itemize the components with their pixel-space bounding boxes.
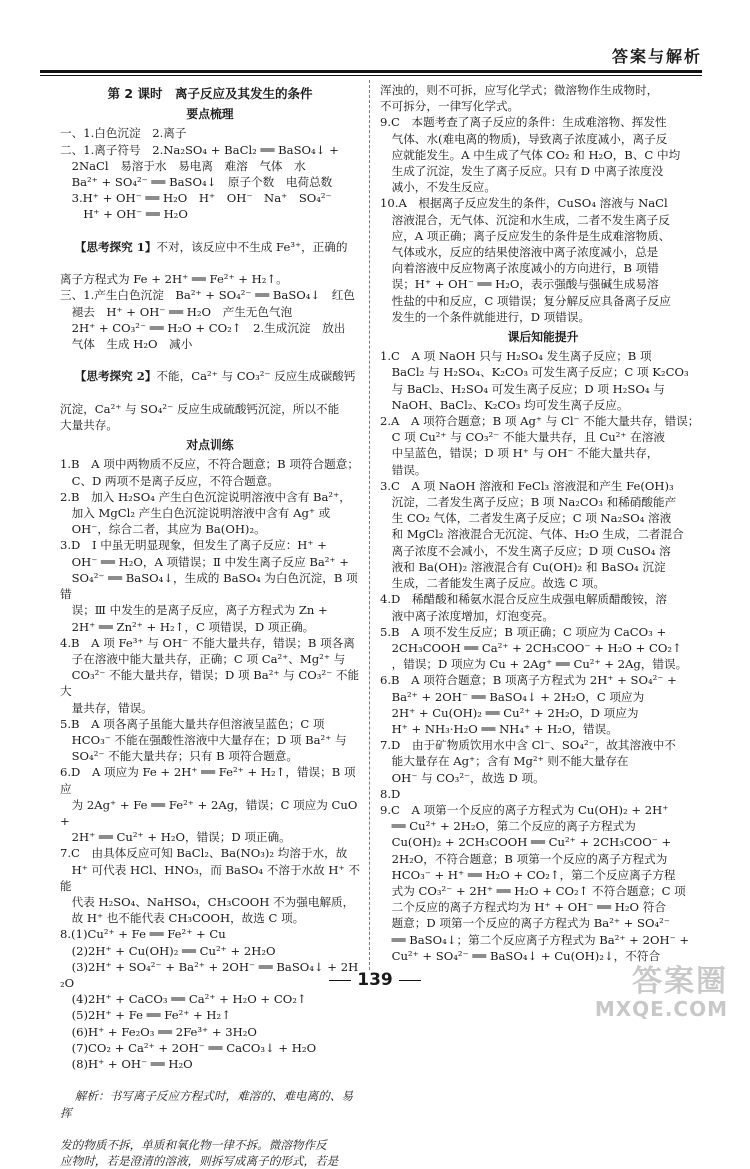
text-line: C 项 Cu²⁺ 与 CO₃²⁻ 不能大量共存，且 Cu²⁺ 在溶液 bbox=[380, 430, 665, 445]
section-title-key-points: 要点梳理 bbox=[186, 107, 234, 122]
text-line: 8.D bbox=[380, 786, 401, 801]
left-column bbox=[60, 82, 362, 1169]
text-line: 生成，二者能发生离子反应。故选 C 项。 bbox=[380, 576, 605, 591]
analysis-label: 解析： bbox=[74, 1089, 110, 1104]
text-line: 1.B A 项中两物质不反应，不符合题意；B 项符合题意； bbox=[60, 457, 359, 472]
page-dash-right bbox=[399, 980, 421, 981]
text-line: 9.C 本题考查了离子反应的条件：生成难溶物、挥发性 bbox=[380, 115, 667, 130]
text-line: 生 CO₂ 气体，二者发生离子反应；C 项 Na₂SO₄ 溶液 bbox=[380, 511, 672, 526]
text-line: 2H⁺ ══ Cu²⁺ + H₂O，错误；D 项正确。 bbox=[60, 830, 291, 845]
key-points-block-b bbox=[60, 287, 360, 352]
text-line: (2)2H⁺ + Cu(OH)₂ ══ Cu²⁺ + 2H₂O bbox=[60, 943, 276, 958]
text-line: 4.D 稀醋酸和稀氨水混合反应生成强电解质醋酸铵，溶 bbox=[380, 592, 668, 607]
think-label-2: 【思考探究 2】 bbox=[74, 369, 157, 384]
text-line: 7.C 由具体反应可知 BaCl₂、Ba(NO₃)₂ 均溶于水，故 bbox=[60, 846, 348, 861]
text-line: 与 BaCl₂、H₂SO₄ 可发生离子反应；D 项 H₂SO₄ 与 bbox=[380, 381, 665, 396]
text-line: H⁺ + OH⁻ ══ H₂O bbox=[60, 207, 188, 222]
text-line: 不可拆分，一律写化学式。 bbox=[380, 99, 520, 114]
text-line: 3.D Ⅰ 中虽无明显现象，但发生了离子反应：H⁺ + bbox=[60, 538, 327, 553]
text-line: C、D 两项不是离子反应，不符合题意。 bbox=[60, 473, 279, 488]
text-line: 为 2Ag⁺ + Fe ══ Fe²⁺ + 2Ag，错误；C 项应为 CuO + bbox=[60, 797, 362, 828]
think-block-2 bbox=[60, 352, 360, 401]
text-line: 题意；D 项第一个反应的离子方程式为 Ba²⁺ + SO₄²⁻ bbox=[380, 916, 670, 931]
text-line: 3.C A 项 NaOH 溶液和 FeCl₃ 溶液混和产生 Fe(OH)₃ bbox=[380, 478, 674, 493]
right-top-block bbox=[380, 82, 706, 325]
text-line: 代表 H₂SO₄、NaHSO₄，CH₃COOH 不为强电解质， bbox=[60, 894, 355, 909]
text-line: (7)CO₂ + Ca²⁺ + 2OH⁻ ══ CaCO₃↓ + H₂O bbox=[60, 1040, 317, 1055]
text-line: 2.B 加入 H₂SO₄ 产生白色沉淀说明溶液中含有 Ba²⁺， bbox=[60, 489, 351, 504]
analysis-text-b: 发的物质不拆，单质和氧化物一律不拆。微溶物作反 bbox=[60, 1138, 327, 1152]
text-line: 误；H⁺ + OH⁻ ══ H₂O，表示强酸与强碱生成易溶 bbox=[380, 277, 659, 292]
text-line: HCO₃⁻ + H⁺ ══ H₂O + CO₂↑，第二个反应离子方程 bbox=[380, 867, 676, 882]
analysis-block bbox=[60, 1072, 360, 1137]
text-line: Cu(OH)₂ + 2CH₃COOH ══ Cu²⁺ + 2CH₃COO⁻ + bbox=[380, 835, 672, 850]
text-line: 和 MgCl₂ 溶液混合无沉淀、气体、H₂O 生成，二者混合 bbox=[380, 527, 684, 542]
page-number-text: 139 bbox=[357, 970, 393, 990]
text-line: ══ BaSO₄↓；第二个反应离子方程式为 Ba²⁺ + 2OH⁻ + bbox=[380, 932, 690, 947]
text-line: 3.H⁺ + OH⁻ ══ H₂O H⁺ OH⁻ Na⁺ SO₄²⁻ bbox=[60, 191, 332, 206]
text-line: 子在溶液中能大量共存，正确；C 项 Ca²⁺、Mg²⁺ 与 bbox=[60, 651, 346, 666]
text-line: 向着溶液中反应物离子浓度减小的方向进行，B 项错 bbox=[380, 261, 659, 276]
lesson-title: 第 2 课时 离子反应及其发生的条件 bbox=[107, 86, 313, 101]
analysis-text-a: 书写离子反应方程式时，难溶的、难电离的、易挥 bbox=[60, 1089, 354, 1120]
text-line: 2H₂O，不符合题意；B 项第一个反应的离子方程式为 bbox=[380, 851, 668, 866]
text-line: 发生的一个条件就能进行，D 项错误。 bbox=[380, 309, 591, 324]
text-line: 中呈蓝色，错误；D 项 H⁺ 与 OH⁻ 不能大量共存， bbox=[380, 446, 659, 461]
text-line: 误；Ⅲ 中发生的是离子反应，离子方程式为 Zn + bbox=[60, 603, 328, 618]
think-block-1 bbox=[60, 223, 360, 272]
think-text-2a: 不能，Ca²⁺ 与 CO₃²⁻ 反应生成碳酸钙 bbox=[156, 369, 356, 384]
section-title-after-class: 课后知能提升 bbox=[507, 330, 579, 345]
text-line: (4)2H⁺ + CaCO₃ ══ Ca²⁺ + H₂O + CO₂↑ bbox=[60, 992, 307, 1007]
text-line: ，错误；D 项应为 Cu + 2Ag⁺ ══ Cu²⁺ + 2Ag，错误。 bbox=[380, 657, 688, 672]
text-line: 一、1.白色沉淀 2.离子 bbox=[60, 126, 187, 141]
text-line: BaCl₂ 与 H₂SO₄、K₂CO₃ 可发生离子反应；C 项 K₂CO₃ bbox=[380, 365, 689, 380]
text-line: 2.A A 项符合题意；B 项 Ag⁺ 与 Cl⁻ 不能大量共存，错误； bbox=[380, 414, 700, 429]
text-line: 离子浓度不会减小，不发生离子反应；D 项 CuSO₄ 溶 bbox=[380, 543, 671, 558]
text-line: OH⁻ ══ H₂O，A 项错误；Ⅱ 中发生离子反应 Ba²⁺ + bbox=[60, 554, 349, 569]
text-line: HCO₃⁻ 不能在强酸性溶液中大量存在；D 项 Ba²⁺ 与 bbox=[60, 732, 347, 747]
text-line: 气体或水，反应的结果使溶液中离子浓度减小，总是 bbox=[380, 245, 659, 260]
text-line: 量共存，错误。 bbox=[60, 700, 153, 715]
text-line: 故 H⁺ 也不能代表 CH₃COOH，故选 C 项。 bbox=[60, 911, 305, 926]
text-line: 加入 MgCl₂ 产生白色沉淀说明溶液中含有 Ag⁺ 或 bbox=[60, 506, 331, 521]
text-line: 7.D 由于矿物质饮用水中含 Cl⁻、SO₄²⁻，故其溶液中不 bbox=[380, 738, 676, 753]
text-line: OH⁻，综合二者，其应为 Ba(OH)₂。 bbox=[60, 522, 266, 537]
text-line: 2H⁺ + Cu(OH)₂ ══ Cu²⁺ + 2H₂O，D 项应为 bbox=[380, 705, 639, 720]
section-header: 答案与解析 bbox=[611, 47, 702, 66]
think-text-1b: 离子方程式为 Fe + 2H⁺ ══ Fe²⁺ + H₂↑。 bbox=[60, 272, 288, 287]
after-class-block bbox=[380, 348, 706, 964]
section-title-practice: 对点训练 bbox=[186, 438, 234, 453]
page-dash-left bbox=[329, 980, 351, 981]
text-line: 二个反应的离子方程式均为 H⁺ + OH⁻ ══ H₂O 符合 bbox=[380, 900, 666, 915]
think-label-1: 【思考探究 1】 bbox=[74, 239, 157, 254]
text-line: H⁺ 可代表 HCl、HNO₃，而 BaSO₄ 不溶于水故 H⁺ 不能 bbox=[60, 862, 360, 893]
text-line: OH⁻ 与 CO₃²⁻，故选 D 项。 bbox=[380, 770, 545, 785]
text-line: 能大量存在 Ag⁺；含有 Mg²⁺ 则不能大量存在 bbox=[380, 754, 629, 769]
text-line: 5.B A 项不发生反应；B 项正确；C 项应为 CaCO₃ + bbox=[380, 624, 667, 639]
header-rule-thin bbox=[40, 75, 702, 76]
text-line: NaOH、BaCl₂、K₂CO₃ 均可发生离子反应。 bbox=[380, 397, 629, 412]
think-text-2c: 大量共存。 bbox=[60, 418, 118, 433]
text-line: 溶液混合，无气体、沉淀和水生成，二者不发生离子反 bbox=[380, 212, 670, 227]
text-line: 9.C A 项第一个反应的离子方程式为 Cu(OH)₂ + 2H⁺ bbox=[380, 802, 669, 817]
text-line: 减小，不发生反应。 bbox=[380, 180, 496, 195]
text-line: 气体、水(难电离的物质)，导致离子浓度减小，离子反 bbox=[380, 131, 668, 146]
text-line: 应就能发生。A 中生成了气体 CO₂ 和 H₂O，B、C 中均 bbox=[380, 147, 681, 162]
text-line: 2H⁺ + CO₃²⁻ ══ H₂O + CO₂↑ 2.生成沉淀 放出 bbox=[60, 320, 346, 335]
text-line: 2CH₃COOH ══ Ca²⁺ + 2CH₃COO⁻ + H₂O + CO₂↑ bbox=[380, 640, 682, 655]
text-line: 错误。 bbox=[380, 462, 427, 477]
text-line: 2H⁺ ══ Zn²⁺ + H₂↑，C 项错误，D 项正确。 bbox=[60, 619, 315, 634]
header-rule-thick bbox=[40, 70, 702, 73]
text-line: 5.B A 项各离子虽能大量共存但溶液呈蓝色；C 项 bbox=[60, 716, 325, 731]
think-text-1a: 不对，该反应中不生成 Fe³⁺，正确的 bbox=[156, 239, 348, 254]
watermark-top: 答案圈 bbox=[632, 964, 728, 999]
text-line: SO₄²⁻ ══ BaSO₄↓，生成的 BaSO₄ 为白色沉淀，B 项错 bbox=[60, 570, 358, 602]
column-divider bbox=[369, 80, 370, 970]
text-line: 沉淀，二者发生离子反应；B 项 Na₂CO₃ 和稀硝酸能产 bbox=[380, 495, 677, 510]
text-line: 应，A 项正确；离子反应发生的条件是生成难溶物质、 bbox=[380, 228, 671, 243]
text-line: 生成了沉淀，发生了离子反应。只有 D 中离子浓度没 bbox=[380, 164, 664, 179]
text-line: Ba²⁺ + 2OH⁻ ══ BaSO₄↓ + 2H₂O，C 项应为 bbox=[380, 689, 645, 704]
text-line: 褪去 H⁺ + OH⁻ ══ H₂O 产生无色气泡 bbox=[60, 304, 293, 319]
text-line: 液中离子浓度增加，灯泡变亮。 bbox=[380, 608, 554, 623]
text-line: 6.D A 项应为 Fe + 2H⁺ ══ Fe²⁺ + H₂↑，错误；B 项应 bbox=[60, 765, 356, 796]
text-line: 气体 生成 H₂O 减小 bbox=[60, 337, 193, 352]
text-line: CO₃²⁻ 不能大量共存，错误；D 项 Ba²⁺ 与 CO₃²⁻ 不能大 bbox=[60, 668, 360, 699]
text-line: 二、1.离子符号 2.Na₂SO₄ + BaCl₂ ══ BaSO₄↓ + bbox=[60, 142, 339, 157]
text-line: 式为 CO₃²⁻ + 2H⁺ ══ H₂O + CO₂↑ 不符合题意；C 项 bbox=[380, 883, 686, 898]
text-line: (3)2H⁺ + SO₄²⁻ + Ba²⁺ + 2OH⁻ ══ BaSO₄↓ + 2H₂O bbox=[60, 959, 359, 990]
text-line: H⁺ + NH₃·H₂O ══ NH₄⁺ + H₂O，错误。 bbox=[380, 721, 618, 736]
text-line: Ba²⁺ + SO₄²⁻ ══ BaSO₄↓ 原子个数 电荷总数 bbox=[60, 175, 333, 190]
text-line: 8.(1)Cu²⁺ + Fe ══ Fe²⁺ + Cu bbox=[60, 927, 226, 942]
analysis-text-c: 应物时，若是澄清的溶液，则拆写成离子的形式，若是 bbox=[60, 1154, 339, 1169]
text-line: 6.B A 项符合题意；B 项离子方程式为 2H⁺ + SO₄²⁻ + bbox=[380, 673, 677, 688]
text-line: 性盐的中和反应，C 项错误；复分解反应具备离子反应 bbox=[380, 293, 671, 308]
text-line: (6)H⁺ + Fe₂O₃ ══ 2Fe³⁺ + 3H₂O bbox=[60, 1024, 257, 1039]
text-line: 4.B A 项 Fe³⁺ 与 OH⁻ 不能大量共存，错误；B 项各离 bbox=[60, 635, 355, 650]
watermark-bottom: MXQE.COM bbox=[594, 997, 728, 1021]
key-points-block bbox=[60, 125, 360, 222]
text-line: ══ Cu²⁺ + 2H₂O，第二个反应的离子方程式为 bbox=[380, 819, 636, 834]
text-line: SO₄²⁻ 不能大量共存；只有 B 项符合题意。 bbox=[60, 749, 298, 764]
text-line: 液和 Ba(OH)₂ 溶液混合有 Cu(OH)₂ 和 BaSO₄ 沉淀 bbox=[380, 559, 666, 574]
text-line: Cu²⁺ + SO₄²⁻ ══ BaSO₄↓ + Cu(OH)₂↓，不符合 bbox=[380, 948, 661, 963]
text-line: 2NaCl 易溶于水 易电离 难溶 气体 水 bbox=[60, 158, 306, 173]
think-text-2b: 沉淀，Ca²⁺ 与 SO₄²⁻ 反应生成硫酸钙沉淀，所以不能 bbox=[60, 401, 340, 416]
text-line: 浑浊的，则不可拆，应写化学式；微溶物作生成物时， bbox=[380, 83, 659, 97]
watermark-logo bbox=[578, 966, 728, 1026]
text-line: (8)H⁺ + OH⁻ ══ H₂O bbox=[60, 1056, 193, 1071]
text-line: 10.A 根据离子反应发生的条件，CuSO₄ 溶液与 NaCl bbox=[380, 196, 668, 211]
text-line: 三、1.产生白色沉淀 Ba²⁺ + SO₄²⁻ ══ BaSO₄↓ 红色 bbox=[60, 288, 355, 303]
text-line: 1.C A 项 NaOH 只与 H₂SO₄ 发生离子反应；B 项 bbox=[380, 349, 652, 364]
right-column bbox=[380, 82, 706, 963]
text-line: (5)2H⁺ + Fe ══ Fe²⁺ + H₂↑ bbox=[60, 1008, 231, 1023]
